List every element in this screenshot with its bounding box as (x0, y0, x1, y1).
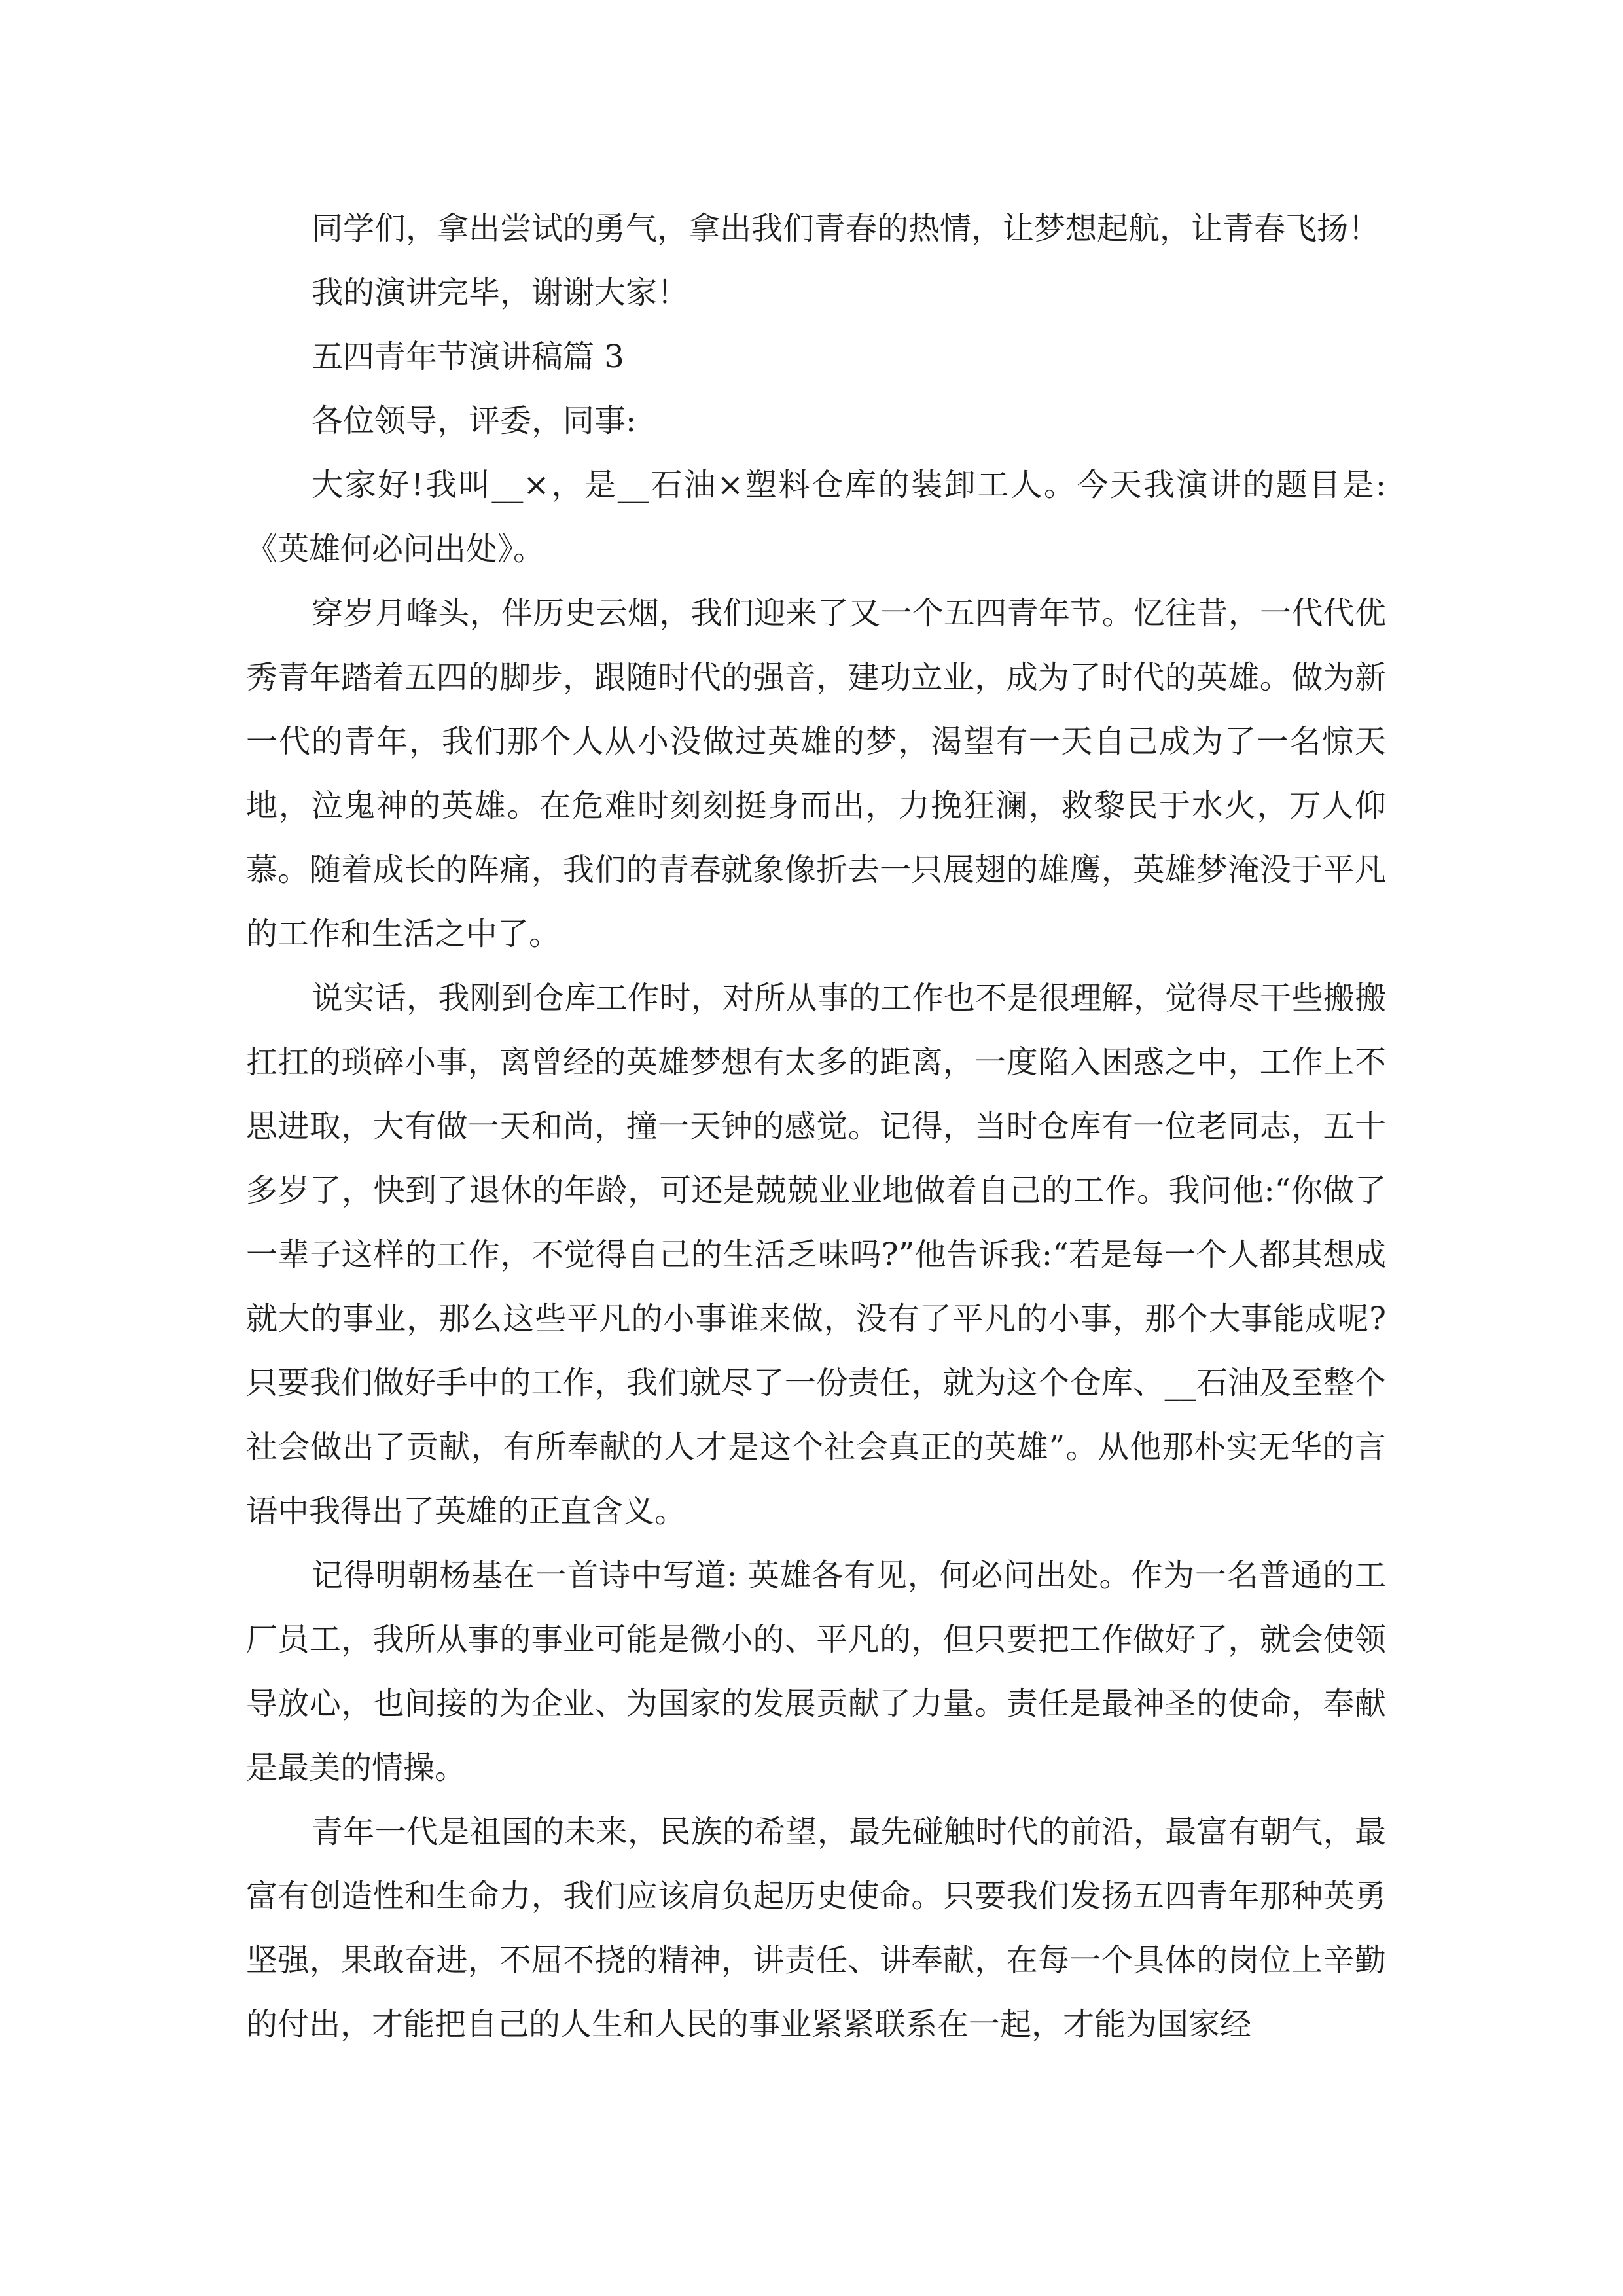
paragraph-body-1: 穿岁月峰头，伴历史云烟，我们迎来了又一个五四青年节。忆往昔，一代代优秀青年踏着五四的脚步，跟随时代的强音，建功立业，成为了时代的英雄。做为新一代的青年，我们那个人从小没做过英雄的梦，渴望有一天自己成为了一名惊天地，泣鬼神的英雄。在危难时刻刻挺身而出，力挽狂澜，救黎民于水火，万人仰慕。随着成长的阵痛，我们的青春就象像折去一只展翅的雄鹰，英雄梦淹没于平凡的工作和生活之中了。 (246, 595, 1386, 952)
paragraph-closing-call: 同学们，拿出尝试的勇气，拿出我们青春的热情，让梦想起航，让青春飞扬！ (312, 210, 1380, 247)
paragraph-introduction: 大家好!我叫__×，是__石油×塑料仓库的装卸工人。今天我演讲的题目是:《英雄何必问出处》。 (246, 467, 1386, 567)
paragraph-body-2: 说实话，我刚到仓库工作时，对所从事的工作也不是很理解，觉得尽干些搬搬扛扛的琐碎小事，离曾经的英雄梦想有太多的距离，一度陷入困惑之中，工作上不思进取，大有做一天和尚，撞一天钟的感觉。记得，当时仓库有一位老同志，五十多岁了，快到了退休的年龄，可还是兢兢业业地做着自己的工作。我问他:“你做了一辈子这样的工作，不觉得自己的生活乏味吗?”他告诉我:“若是每一个人都其想成就大的事业，那么这些平凡的小事谁来做，没有了平凡的小事，那个大事能成呢?只要我们做好手中的工作，我们就尽了一份责任，就为这个仓库、__石油及至整个社会做出了贡献，有所奉献的人才是这个社会真正的英雄”。从他那朴实无华的言语中我得出了英雄的正直含义。 (246, 980, 1386, 1530)
section-heading: 五四青年节演讲稿篇 3 (312, 338, 624, 375)
paragraph-thanks: 我的演讲完毕，谢谢大家！ (312, 274, 689, 311)
paragraph-salutation: 各位领导，评委，同事: (312, 403, 637, 439)
document-body (246, 196, 1386, 2056)
paragraph-body-3: 记得明朝杨基在一首诗中写道: 英雄各有见，何必问出处。作为一名普通的工厂员工，我所从事的事业可能是微小的、平凡的，但只要把工作做好了，就会使领导放心，也间接的为企业、为国家的发展贡献了力量。责任是最神圣的使命，奉献是最美的情操。 (246, 1557, 1386, 1786)
paragraph-body-4: 青年一代是祖国的未来，民族的希望，最先碰触时代的前沿，最富有朝气，最富有创造性和生命力，我们应该肩负起历史使命。只要我们发扬五四青年那种英勇坚强，果敢奋进，不屈不挠的精神，讲责任、讲奉献，在每一个具体的岗位上辛勤的付出，才能把自己的人生和人民的事业紧紧联系在一起，才能为国家经 (246, 1814, 1386, 2043)
